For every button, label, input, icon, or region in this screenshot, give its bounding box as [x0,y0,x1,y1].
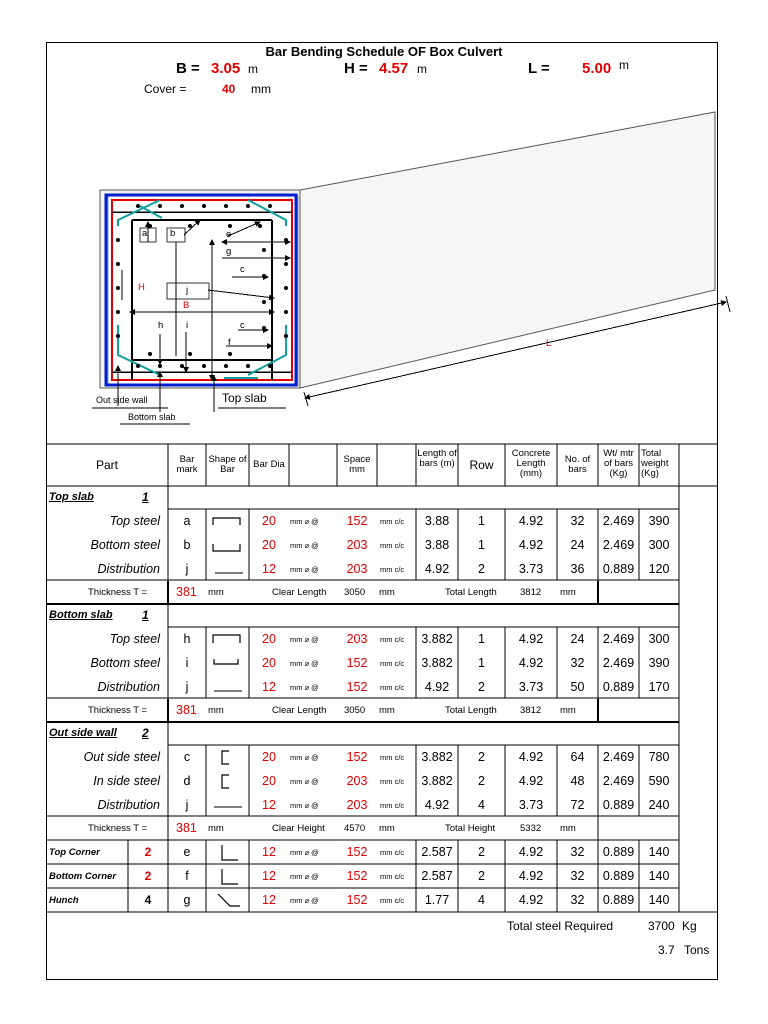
row-concrete-length: 4.92 [518,774,544,788]
row-space: 203 [346,774,368,788]
label-g: g [226,246,232,257]
total-unit: mm [560,705,576,716]
label-e: e [226,229,232,240]
row-total-weight: 390 [648,514,670,528]
clear-unit: mm [379,823,395,834]
corner-no-of-bars: 32 [570,845,585,859]
row-part: Top steel [109,632,160,646]
row-row: 1 [478,538,485,552]
section-title: Bottom slab [49,609,113,621]
row-length: 3.88 [424,538,450,552]
row-row: 1 [478,656,485,670]
row-total-weight: 300 [648,632,670,646]
corner-space: 152 [346,893,368,907]
row-total-weight: 780 [648,750,670,764]
total-steel-tons-unit: Tons [684,943,710,957]
corner-length: 2.587 [421,869,453,883]
row-total-weight: 300 [648,538,670,552]
row-no-of-bars: 24 [570,538,585,552]
row-concrete-length: 3.73 [518,562,544,576]
row-concrete-length: 3.73 [518,798,544,812]
row-part: Bottom steel [90,538,160,552]
corner-count: 4 [144,893,152,907]
row-part: Distribution [97,680,160,694]
l-label: L = [528,60,550,77]
clear-value: 3050 [344,705,366,716]
header-no-of-bars: No. of bars [564,454,591,475]
row-cc: mm c/c [380,517,405,526]
corner-total-weight: 140 [648,893,670,907]
total-value: 3812 [520,705,542,716]
corner-total-weight: 140 [648,845,670,859]
cover-value: 40 [222,82,236,96]
h-label: H = [344,60,368,77]
row-wt-per-mtr: 2.469 [602,774,635,788]
corner-length: 2.587 [421,845,453,859]
row-cc: mm c/c [380,659,405,668]
corner-bar-dia: 12 [262,869,276,883]
corner-cc: mm c/c [380,848,405,857]
row-space: 152 [346,656,368,670]
total-label: Total Length [445,587,497,598]
row-part: Distribution [97,562,160,576]
row-bar-dia: 20 [262,774,276,788]
row-bar-mark: a [183,514,191,528]
row-space: 152 [346,514,368,528]
label-f: f [228,337,231,348]
h-unit: m [417,62,427,76]
row-total-weight: 590 [648,774,670,788]
row-space: 152 [346,680,368,694]
section-title: Top slab [49,491,94,503]
row-cc: mm c/c [380,753,405,762]
corner-bar-mark: e [183,845,191,859]
clear-label: Clear Height [272,823,325,834]
label-b: b [170,228,176,239]
row-total-weight: 170 [648,680,670,694]
row-wt-per-mtr: 2.469 [602,750,635,764]
row-length: 3.882 [421,632,453,646]
row-bar-mark: j [185,680,189,694]
header-wt-per-mtr: Wt/ mtr of bars (Kg) [603,448,634,479]
corner-mm-at: mm ⌀ @ [290,848,319,857]
row-no-of-bars: 72 [570,798,585,812]
row-length: 3.88 [424,514,450,528]
header-part: Part [95,458,118,472]
row-cc: mm c/c [380,777,405,786]
row-row: 2 [478,774,485,788]
corner-wt-per-mtr: 0.889 [602,845,635,859]
cover-label: Cover = [144,82,187,96]
row-concrete-length: 4.92 [518,656,544,670]
row-length: 4.92 [424,798,450,812]
header-length: Length of bars (m) [417,448,457,469]
callout-outside-wall: Out side wall [96,395,148,405]
row-space: 203 [346,562,368,576]
corner-name: Hunch [49,895,79,906]
clear-value: 4570 [344,823,366,834]
corner-length: 1.77 [424,893,450,907]
header-bar-dia: Bar Dia [253,459,285,470]
clear-label: Clear Length [272,705,327,716]
corner-count: 2 [144,869,152,883]
corner-no-of-bars: 32 [570,869,585,883]
callout-top-slab: Top slab [222,391,267,405]
h-value: 4.57 [379,60,409,77]
label-H: H [138,282,145,293]
cover-unit: mm [251,82,271,96]
row-bar-dia: 20 [262,514,276,528]
row-bar-mark: c [183,750,191,764]
label-j: j [186,285,189,296]
row-row: 1 [478,514,485,528]
b-label: B = [176,60,200,77]
corner-concrete-length: 4.92 [518,845,544,859]
thickness-unit: mm [208,705,224,716]
row-part: Bottom steel [90,656,160,670]
total-steel-kg-unit: Kg [682,919,697,933]
row-length: 3.882 [421,750,453,764]
corner-row: 4 [478,893,485,907]
row-bar-mark: j [185,562,189,576]
row-row: 2 [478,750,485,764]
row-mm-at: mm ⌀ @ [290,517,319,526]
total-label: Total Length [445,705,497,716]
row-no-of-bars: 48 [570,774,585,788]
row-length: 4.92 [424,680,450,694]
corner-concrete-length: 4.92 [518,869,544,883]
row-part: In side steel [93,774,160,788]
l-value: 5.00 [582,60,612,77]
row-no-of-bars: 36 [570,562,585,576]
corner-count: 2 [144,845,152,859]
corner-row: 2 [478,869,485,883]
thickness-label: Thickness T = [88,823,148,834]
b-value: 3.05 [211,60,241,77]
total-steel-kg: 3700 [648,919,675,933]
corner-row: 2 [478,845,485,859]
row-mm-at: mm ⌀ @ [290,683,319,692]
row-no-of-bars: 32 [570,656,585,670]
row-concrete-length: 4.92 [518,750,544,764]
row-bar-mark: d [183,774,191,788]
label-c-top: c [240,264,245,275]
row-bar-mark: h [183,632,191,646]
label-a: a [142,228,148,239]
total-unit: mm [560,823,576,834]
row-mm-at: mm ⌀ @ [290,801,319,810]
header-space: Space mm [343,454,371,475]
corner-wt-per-mtr: 0.889 [602,869,635,883]
label-L: L [546,338,552,349]
corner-mm-at: mm ⌀ @ [290,896,319,905]
page-title: Bar Bending Schedule OF Box Culvert [265,44,503,59]
total-unit: mm [560,587,576,598]
row-wt-per-mtr: 2.469 [602,538,635,552]
thickness-unit: mm [208,587,224,598]
row-bar-dia: 20 [262,632,276,646]
row-row: 2 [478,680,485,694]
thickness-label: Thickness T = [88,705,148,716]
clear-unit: mm [379,587,395,598]
total-steel-label: Total steel Required [507,919,614,933]
l-unit: m [619,58,629,72]
row-wt-per-mtr: 2.469 [602,632,635,646]
header-shape: Shape of Bar [208,454,247,475]
section-title: Out side wall [49,727,117,739]
row-part: Out side steel [83,750,160,764]
row-bar-dia: 12 [262,798,276,812]
header-row: Row [469,458,494,472]
row-concrete-length: 3.73 [518,680,544,694]
row-no-of-bars: 64 [570,750,585,764]
row-space: 152 [346,750,368,764]
corner-cc: mm c/c [380,872,405,881]
row-cc: mm c/c [380,541,405,550]
corner-bar-mark: f [185,869,189,883]
row-total-weight: 240 [648,798,670,812]
row-bar-dia: 20 [262,538,276,552]
corner-bar-dia: 12 [262,893,276,907]
thickness-value: 381 [176,585,197,599]
row-space: 203 [346,798,368,812]
row-wt-per-mtr: 0.889 [602,798,635,812]
clear-value: 3050 [344,587,366,598]
total-label: Total Height [445,823,496,834]
header-bar-mark: Bar mark [176,454,198,475]
row-mm-at: mm ⌀ @ [290,777,319,786]
row-part: Distribution [97,798,160,812]
thickness-unit: mm [208,823,224,834]
row-part: Top steel [109,514,160,528]
clear-unit: mm [379,705,395,716]
corner-total-weight: 140 [648,869,670,883]
total-value: 3812 [520,587,542,598]
header-concrete-length: Concrete Length (mm) [511,448,551,479]
row-cc: mm c/c [380,635,405,644]
corner-wt-per-mtr: 0.889 [602,893,635,907]
label-h: h [158,320,164,331]
row-mm-at: mm ⌀ @ [290,659,319,668]
row-wt-per-mtr: 0.889 [602,562,635,576]
row-row: 2 [478,562,485,576]
corner-bar-dia: 12 [262,845,276,859]
label-i: i [186,320,189,331]
row-bar-dia: 12 [262,680,276,694]
corner-no-of-bars: 32 [570,893,585,907]
callout-bottom-slab: Bottom slab [128,412,176,422]
row-bar-dia: 20 [262,656,276,670]
row-bar-mark: i [185,656,189,670]
total-steel-tons: 3.7 [658,943,675,957]
row-cc: mm c/c [380,565,405,574]
row-concrete-length: 4.92 [518,632,544,646]
label-c-bottom: c [240,320,245,331]
row-length: 3.882 [421,774,453,788]
row-mm-at: mm ⌀ @ [290,753,319,762]
row-wt-per-mtr: 0.889 [602,680,635,694]
section-count: 1 [142,608,149,622]
row-mm-at: mm ⌀ @ [290,541,319,550]
row-wt-per-mtr: 2.469 [602,656,635,670]
row-no-of-bars: 32 [570,514,585,528]
row-wt-per-mtr: 2.469 [602,514,635,528]
section-count: 2 [142,726,149,740]
thickness-label: Thickness T = [88,587,148,598]
row-length: 4.92 [424,562,450,576]
corner-bar-mark: g [183,893,191,907]
row-bar-dia: 12 [262,562,276,576]
row-total-weight: 390 [648,656,670,670]
corner-cc: mm c/c [380,896,405,905]
row-mm-at: mm ⌀ @ [290,635,319,644]
row-bar-dia: 20 [262,750,276,764]
row-concrete-length: 4.92 [518,538,544,552]
thickness-value: 381 [176,821,197,835]
row-mm-at: mm ⌀ @ [290,565,319,574]
corner-name: Bottom Corner [49,871,117,882]
corner-mm-at: mm ⌀ @ [290,872,319,881]
clear-label: Clear Length [272,587,327,598]
row-cc: mm c/c [380,683,405,692]
section-count: 1 [142,490,149,504]
label-B: B [183,300,190,311]
row-space: 203 [346,632,368,646]
row-length: 3.882 [421,656,453,670]
row-space: 203 [346,538,368,552]
corner-name: Top Corner [49,847,100,858]
row-row: 1 [478,632,485,646]
row-cc: mm c/c [380,801,405,810]
row-row: 4 [478,798,485,812]
row-bar-mark: b [183,538,191,552]
corner-space: 152 [346,845,368,859]
header-total-weight: Total weight (Kg) [641,448,669,479]
corner-space: 152 [346,869,368,883]
row-bar-mark: j [185,798,189,812]
b-unit: m [248,62,258,76]
row-total-weight: 120 [648,562,670,576]
corner-concrete-length: 4.92 [518,893,544,907]
total-value: 5332 [520,823,542,834]
row-no-of-bars: 50 [570,680,585,694]
thickness-value: 381 [176,703,197,717]
row-concrete-length: 4.92 [518,514,544,528]
row-no-of-bars: 24 [570,632,585,646]
